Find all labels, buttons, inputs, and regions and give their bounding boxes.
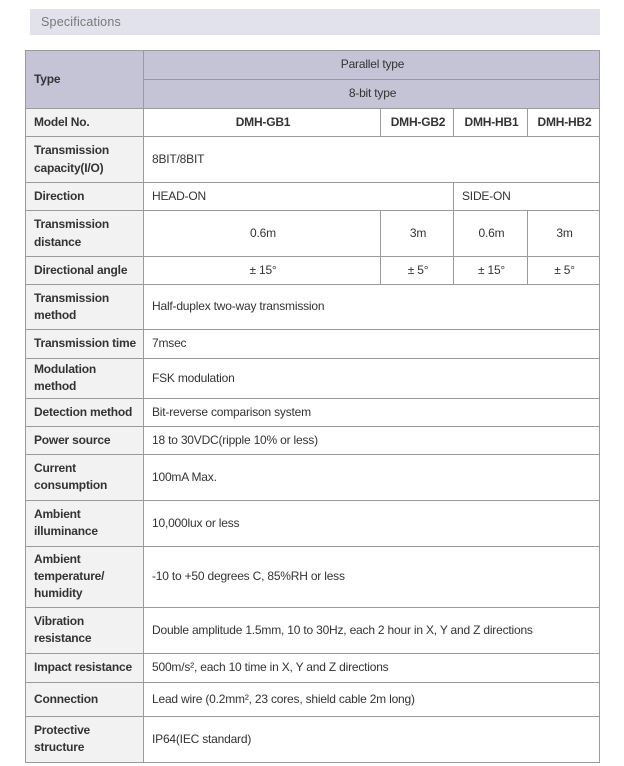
type-subgroup-cell: 8-bit type (144, 80, 600, 109)
section-title-bar (30, 9, 600, 35)
row-transmission-capacity (26, 137, 600, 183)
row-protective-structure (26, 716, 600, 762)
row-value: Lead wire (0.2mm², 23 cores, shield cable 2m long) (144, 682, 600, 716)
row-value: 10,000lux or less (144, 500, 600, 546)
row-modulation-method (26, 359, 600, 399)
direction-head-on-cell: HEAD-ON (144, 183, 454, 211)
distance-cell: 0.6m (144, 211, 381, 257)
specifications-table (25, 50, 600, 763)
row-ambient-temperature-humidity (26, 546, 600, 607)
row-current-consumption (26, 454, 600, 500)
row-label: Protective structure (26, 716, 144, 762)
row-label: Directional angle (26, 257, 144, 285)
row-label: Transmission method (26, 285, 144, 330)
row-value: 500m/s², each 10 time in X, Y and Z directions (144, 653, 600, 682)
type-label-cell: Type (26, 51, 144, 109)
row-value: 8BIT/8BIT (144, 137, 600, 183)
row-label: Vibration resistance (26, 607, 144, 653)
row-transmission-time (26, 330, 600, 359)
row-label: Transmission time (26, 330, 144, 359)
row-impact-resistance (26, 653, 600, 682)
row-detection-method (26, 398, 600, 426)
row-label: Ambient illuminance (26, 500, 144, 546)
row-model-no (26, 109, 600, 137)
row-value: 18 to 30VDC(ripple 10% or less) (144, 426, 600, 454)
model-cell-dmh-hb2: DMH-HB2 (528, 109, 600, 137)
angle-cell: ± 5° (381, 257, 454, 285)
row-value: 7msec (144, 330, 600, 359)
row-value: Half-duplex two-way transmission (144, 285, 600, 330)
angle-cell: ± 15° (144, 257, 381, 285)
row-label: Power source (26, 426, 144, 454)
type-group-cell: Parallel type (144, 51, 600, 80)
row-directional-angle (26, 257, 600, 285)
row-power-source (26, 426, 600, 454)
direction-side-on-cell: SIDE-ON (454, 183, 600, 211)
row-type-group (26, 51, 600, 80)
angle-cell: ± 15° (454, 257, 528, 285)
distance-cell: 0.6m (454, 211, 528, 257)
row-transmission-method (26, 285, 600, 330)
model-no-label: Model No. (26, 109, 144, 137)
row-vibration-resistance (26, 607, 600, 653)
row-label: Modulation method (26, 359, 144, 399)
row-value: Bit-reverse comparison system (144, 398, 600, 426)
row-label: Current consumption (26, 454, 144, 500)
model-cell-dmh-gb1: DMH-GB1 (144, 109, 381, 137)
row-label: Connection (26, 682, 144, 716)
row-transmission-distance (26, 211, 600, 257)
model-cell-dmh-gb2: DMH-GB2 (381, 109, 454, 137)
row-label: Impact resistance (26, 653, 144, 682)
row-label: Transmission capacity(I/O) (26, 137, 144, 183)
model-cell-dmh-hb1: DMH-HB1 (454, 109, 528, 137)
row-value: -10 to +50 degrees C, 85%RH or less (144, 546, 600, 607)
row-direction (26, 183, 600, 211)
row-ambient-illuminance (26, 500, 600, 546)
row-label: Transmission distance (26, 211, 144, 257)
row-label: Detection method (26, 398, 144, 426)
row-value: IP64(IEC standard) (144, 716, 600, 762)
row-value: FSK modulation (144, 359, 600, 399)
row-connection (26, 682, 600, 716)
row-label: Ambient temperature/ humidity (26, 546, 144, 607)
row-value: 100mA Max. (144, 454, 600, 500)
section-title: Specifications (41, 15, 121, 29)
distance-cell: 3m (528, 211, 600, 257)
distance-cell: 3m (381, 211, 454, 257)
row-label: Direction (26, 183, 144, 211)
angle-cell: ± 5° (528, 257, 600, 285)
row-value: Double amplitude 1.5mm, 10 to 30Hz, each 2 hour in X, Y and Z directions (144, 607, 600, 653)
